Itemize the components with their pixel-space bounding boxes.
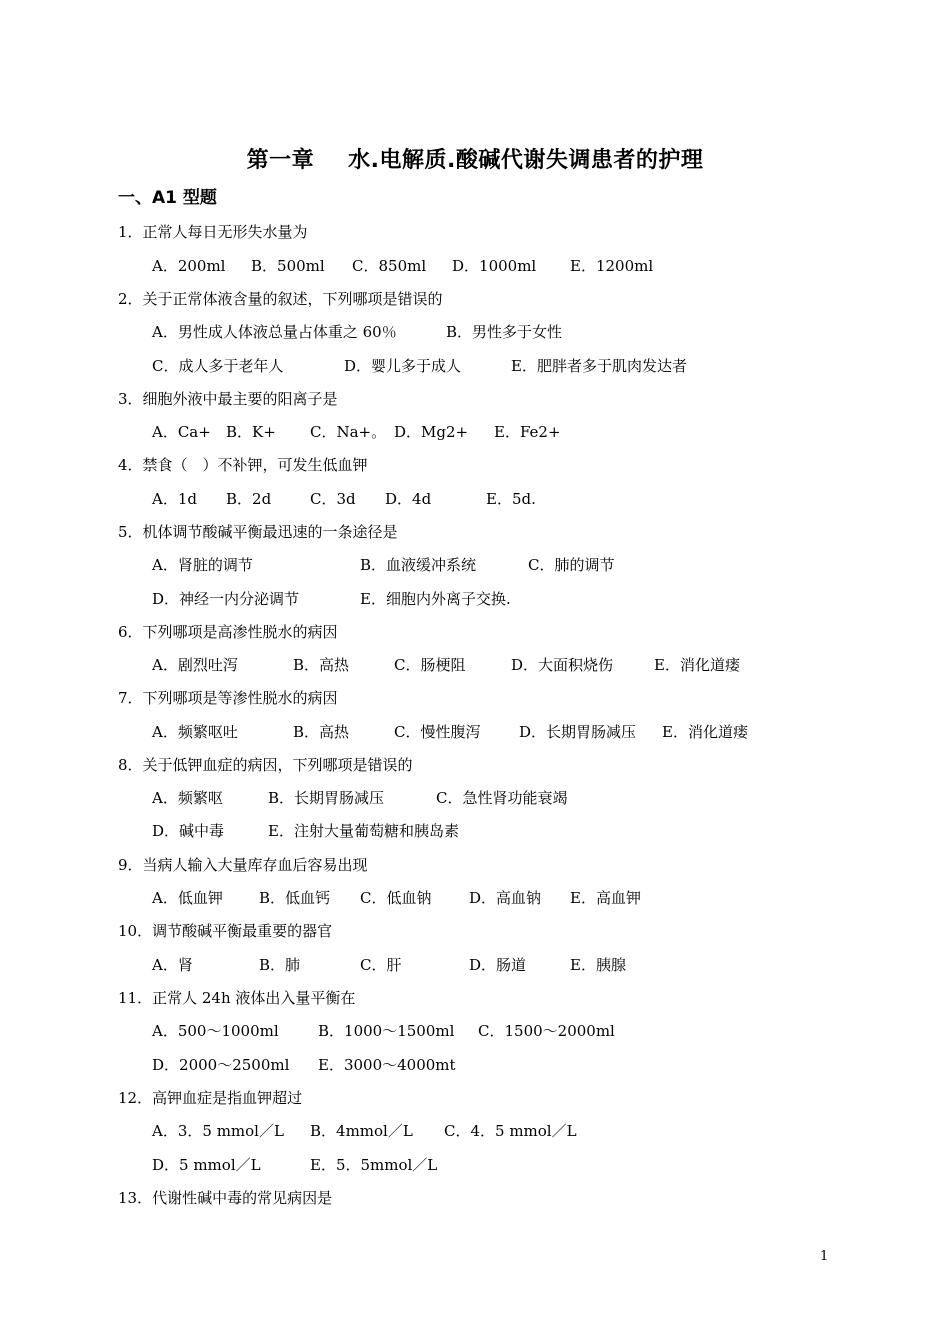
option: E．5．5mmol／L (310, 1156, 438, 1174)
option: C．Na+。 (310, 423, 387, 441)
option: B．4mmol／L (310, 1122, 413, 1140)
option: C．4．5 mmol／L (444, 1122, 577, 1140)
option: A．频繁呕 (152, 789, 223, 807)
option: E．3000～4000mt (318, 1056, 456, 1074)
question-stem: 9．当病人输入大量库存血后容易出现 (118, 856, 368, 874)
option: D．碱中毒 (152, 822, 225, 840)
option: E．高血钾 (570, 889, 641, 907)
chapter-topic: 水.电解质.酸碱代谢失调患者的护理 (348, 148, 704, 173)
option: C．低血钠 (360, 889, 432, 907)
option: B．2d (226, 490, 272, 508)
option: A．男性成人体液总量占体重之 60％ (152, 323, 397, 341)
option: D．5 mmol／L (152, 1156, 261, 1174)
option: B．肺 (259, 956, 301, 974)
option: C．3d (310, 490, 356, 508)
option: D．神经一内分泌调节 (152, 590, 300, 608)
option: C．肝 (360, 956, 402, 974)
option: B．500ml (251, 257, 325, 275)
question-stem: 13．代谢性碱中毒的常见病因是 (118, 1189, 333, 1207)
question-stem: 5．机体调节酸碱平衡最迅速的一条途径是 (118, 523, 398, 541)
question-stem: 12．高钾血症是指血钾超过 (118, 1089, 303, 1107)
option: B．血液缓冲系统 (360, 556, 477, 574)
option: D．1000ml (452, 257, 537, 275)
option: D．Mg2+ (394, 423, 469, 441)
question-stem: 4．禁食（ ）不补钾，可发生低血钾 (118, 456, 368, 474)
option: D．长期胃肠减压 (519, 723, 637, 741)
option: B．长期胃肠减压 (268, 789, 385, 807)
option: A．肾脏的调节 (152, 556, 253, 574)
option: A．频繁呕吐 (152, 723, 238, 741)
option: E．胰腺 (570, 956, 626, 974)
option: C．肺的调节 (528, 556, 615, 574)
option: D．大面积烧伤 (511, 656, 614, 674)
option: E．5d. (486, 490, 536, 508)
question-stem: 2．关于正常体液含量的叙述，下列哪项是错误的 (118, 290, 443, 308)
option: B．低血钙 (259, 889, 331, 907)
option: B．男性多于女性 (446, 323, 563, 341)
option: A．500～1000ml (152, 1022, 279, 1040)
option: D．2000～2500ml (152, 1056, 290, 1074)
option: B．高热 (293, 656, 350, 674)
section-heading: 一、A1 型题 (118, 188, 217, 208)
question-stem: 7．下列哪项是等渗性脱水的病因 (118, 689, 338, 707)
question-stem: 1．正常人每日无形失水量为 (118, 223, 308, 241)
option: D．4d (385, 490, 432, 508)
question-stem: 3．细胞外液中最主要的阳离子是 (118, 390, 338, 408)
option: D．高血钠 (469, 889, 542, 907)
option: A．低血钾 (152, 889, 223, 907)
option: A．肾 (152, 956, 193, 974)
question-stem: 10．调节酸碱平衡最重要的器官 (118, 922, 333, 940)
question-stem: 11．正常人 24h 液体出入量平衡在 (118, 989, 356, 1007)
option: E．1200ml (570, 257, 654, 275)
question-stem: 6．下列哪项是高渗性脱水的病因 (118, 623, 338, 641)
option: E．消化道瘘 (654, 656, 740, 674)
chapter-title (0, 145, 950, 177)
option: D．肠道 (469, 956, 527, 974)
option: E．Fe2+ (494, 423, 561, 441)
option: A．1d (152, 490, 197, 508)
option: C．成人多于老年人 (152, 357, 284, 375)
option: A．剧烈吐泻 (152, 656, 238, 674)
page-number: 1 (820, 1249, 829, 1264)
option: C．慢性腹泻 (394, 723, 481, 741)
chapter-label: 第一章 (246, 148, 315, 173)
option: E．肥胖者多于肌肉发达者 (511, 357, 687, 375)
option: B．1000～1500ml (318, 1022, 455, 1040)
option: C．肠梗阻 (394, 656, 466, 674)
option: D．婴儿多于成人 (344, 357, 462, 375)
option: E．注射大量葡萄糖和胰岛素 (268, 822, 459, 840)
option: C．急性肾功能衰竭 (436, 789, 568, 807)
question-stem: 8．关于低钾血症的病因，下列哪项是错误的 (118, 756, 413, 774)
option: C．850ml (352, 257, 427, 275)
option: A．3．5 mmol／L (152, 1122, 284, 1140)
option: C．1500～2000ml (478, 1022, 615, 1040)
option: A．200ml (152, 257, 226, 275)
option: B．高热 (293, 723, 350, 741)
option: E．消化道瘘 (662, 723, 748, 741)
option: B．K+ (226, 423, 276, 441)
option: A．Ca+ (152, 423, 211, 441)
option: E．细胞内外离子交换. (360, 590, 511, 608)
